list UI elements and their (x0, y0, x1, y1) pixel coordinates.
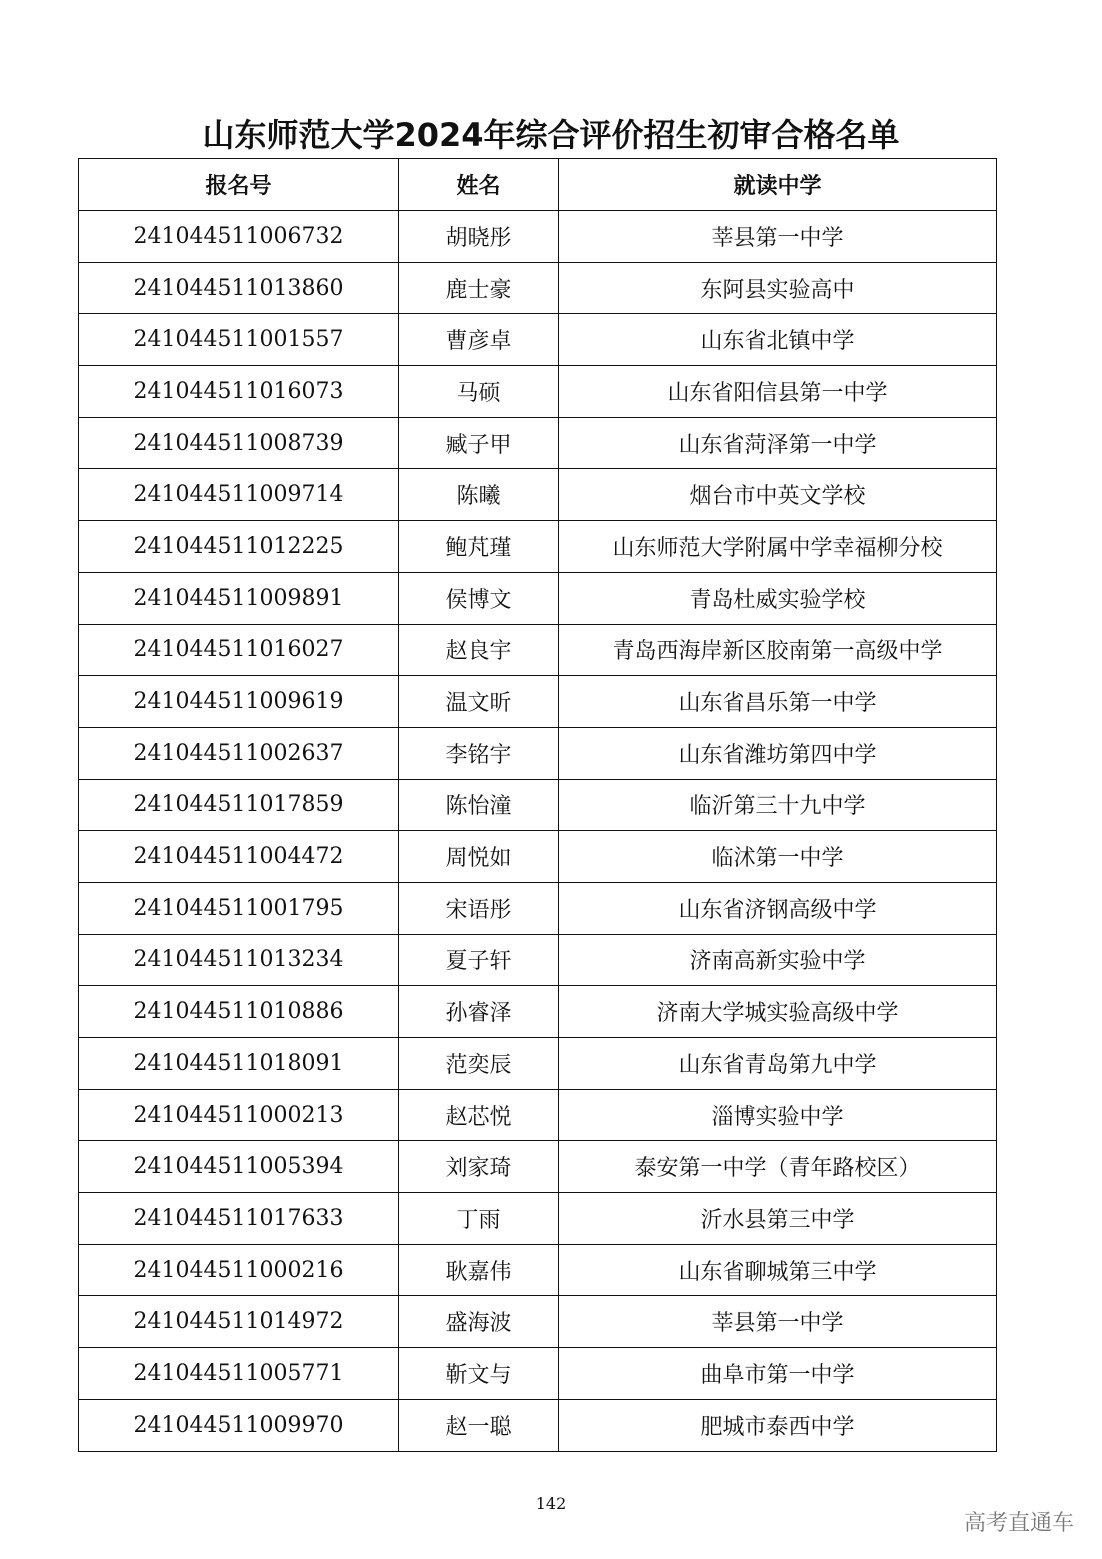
registration-number-cell: 241044511014972 (79, 1296, 399, 1348)
student-name-cell: 赵芯悦 (399, 1089, 559, 1141)
registration-number-cell: 241044511012225 (79, 521, 399, 573)
registration-number-cell: 241044511008739 (79, 417, 399, 469)
table-row (79, 469, 997, 521)
student-name-cell: 陈曦 (399, 469, 559, 521)
student-name-cell: 鹿士豪 (399, 262, 559, 314)
registration-number-cell: 241044511000213 (79, 1089, 399, 1141)
table-row (79, 572, 997, 624)
registration-number-cell: 241044511013234 (79, 934, 399, 986)
school-cell: 济南高新实验中学 (559, 934, 997, 986)
school-cell: 临沭第一中学 (559, 831, 997, 883)
admission-list-table (78, 158, 997, 1452)
table-row (79, 1399, 997, 1451)
registration-number-cell: 241044511006732 (79, 211, 399, 263)
student-name-cell: 丁雨 (399, 1193, 559, 1245)
registration-number-cell: 241044511002637 (79, 727, 399, 779)
student-name-cell: 温文昕 (399, 676, 559, 728)
table-row (79, 676, 997, 728)
school-cell: 青岛西海岸新区胶南第一高级中学 (559, 624, 997, 676)
table-row (79, 986, 997, 1038)
table-row (79, 624, 997, 676)
table-row (79, 779, 997, 831)
student-name-cell: 侯博文 (399, 572, 559, 624)
registration-number-cell: 241044511009714 (79, 469, 399, 521)
school-cell: 曲阜市第一中学 (559, 1348, 997, 1400)
table-row (79, 934, 997, 986)
registration-number-cell: 241044511005771 (79, 1348, 399, 1400)
student-name-cell: 宋语彤 (399, 882, 559, 934)
registration-number-cell: 241044511010886 (79, 986, 399, 1038)
registration-number-cell: 241044511018091 (79, 1038, 399, 1090)
table-row (79, 831, 997, 883)
school-cell: 肥城市泰西中学 (559, 1399, 997, 1451)
header-school: 就读中学 (559, 159, 997, 211)
student-name-cell: 盛海波 (399, 1296, 559, 1348)
registration-number-cell: 241044511017859 (79, 779, 399, 831)
school-cell: 山东省昌乐第一中学 (559, 676, 997, 728)
page-number: 142 (535, 1494, 567, 1513)
student-name-cell: 靳文与 (399, 1348, 559, 1400)
student-name-cell: 李铭宇 (399, 727, 559, 779)
school-cell: 山东师范大学附属中学幸福柳分校 (559, 521, 997, 573)
table-row (79, 1244, 997, 1296)
registration-number-cell: 241044511017633 (79, 1193, 399, 1245)
registration-number-cell: 241044511013860 (79, 262, 399, 314)
school-cell: 泰安第一中学（青年路校区） (559, 1141, 997, 1193)
student-name-cell: 刘家琦 (399, 1141, 559, 1193)
table-body (79, 211, 997, 1452)
school-cell: 莘县第一中学 (559, 211, 997, 263)
registration-number-cell: 241044511009970 (79, 1399, 399, 1451)
table-row (79, 1141, 997, 1193)
school-cell: 莘县第一中学 (559, 1296, 997, 1348)
header-name: 姓名 (399, 159, 559, 211)
table-row (79, 366, 997, 418)
table-row (79, 417, 997, 469)
registration-number-cell: 241044511005394 (79, 1141, 399, 1193)
student-name-cell: 胡晓彤 (399, 211, 559, 263)
table-row (79, 1089, 997, 1141)
school-cell: 山东省菏泽第一中学 (559, 417, 997, 469)
table-row (79, 1296, 997, 1348)
student-name-cell: 耿嘉伟 (399, 1244, 559, 1296)
school-cell: 山东省济钢高级中学 (559, 882, 997, 934)
table-row (79, 1038, 997, 1090)
student-name-cell: 陈怡潼 (399, 779, 559, 831)
school-cell: 山东省北镇中学 (559, 314, 997, 366)
school-cell: 临沂第三十九中学 (559, 779, 997, 831)
school-cell: 山东省阳信县第一中学 (559, 366, 997, 418)
student-name-cell: 臧子甲 (399, 417, 559, 469)
table-row (79, 727, 997, 779)
student-name-cell: 周悦如 (399, 831, 559, 883)
student-name-cell: 赵良宇 (399, 624, 559, 676)
student-name-cell: 夏子轩 (399, 934, 559, 986)
student-name-cell: 马硕 (399, 366, 559, 418)
table-row (79, 314, 997, 366)
school-cell: 山东省聊城第三中学 (559, 1244, 997, 1296)
school-cell: 山东省青岛第九中学 (559, 1038, 997, 1090)
school-cell: 东阿县实验高中 (559, 262, 997, 314)
table-row (79, 521, 997, 573)
school-cell: 淄博实验中学 (559, 1089, 997, 1141)
school-cell: 烟台市中英文学校 (559, 469, 997, 521)
table-row (79, 882, 997, 934)
registration-number-cell: 241044511000216 (79, 1244, 399, 1296)
registration-number-cell: 241044511009619 (79, 676, 399, 728)
watermark-text: 高考直通车 (963, 1511, 1074, 1536)
registration-number-cell: 241044511009891 (79, 572, 399, 624)
school-cell: 山东省潍坊第四中学 (559, 727, 997, 779)
student-name-cell: 鲍芃瑾 (399, 521, 559, 573)
student-name-cell: 曹彦卓 (399, 314, 559, 366)
table-row (79, 262, 997, 314)
school-cell: 济南大学城实验高级中学 (559, 986, 997, 1038)
student-name-cell: 赵一聪 (399, 1399, 559, 1451)
header-registration-number: 报名号 (79, 159, 399, 211)
document-title: 山东师范大学2024年综合评价招生初审合格名单 (202, 116, 900, 154)
school-cell: 青岛杜威实验学校 (559, 572, 997, 624)
table-row (79, 1193, 997, 1245)
student-name-cell: 范奕辰 (399, 1038, 559, 1090)
registration-number-cell: 241044511001557 (79, 314, 399, 366)
registration-number-cell: 241044511001795 (79, 882, 399, 934)
school-cell: 沂水县第三中学 (559, 1193, 997, 1245)
table-row (79, 1348, 997, 1400)
registration-number-cell: 241044511016073 (79, 366, 399, 418)
registration-number-cell: 241044511004472 (79, 831, 399, 883)
table-row (79, 211, 997, 263)
student-name-cell: 孙睿泽 (399, 986, 559, 1038)
registration-number-cell: 241044511016027 (79, 624, 399, 676)
table-header-row (79, 159, 997, 211)
